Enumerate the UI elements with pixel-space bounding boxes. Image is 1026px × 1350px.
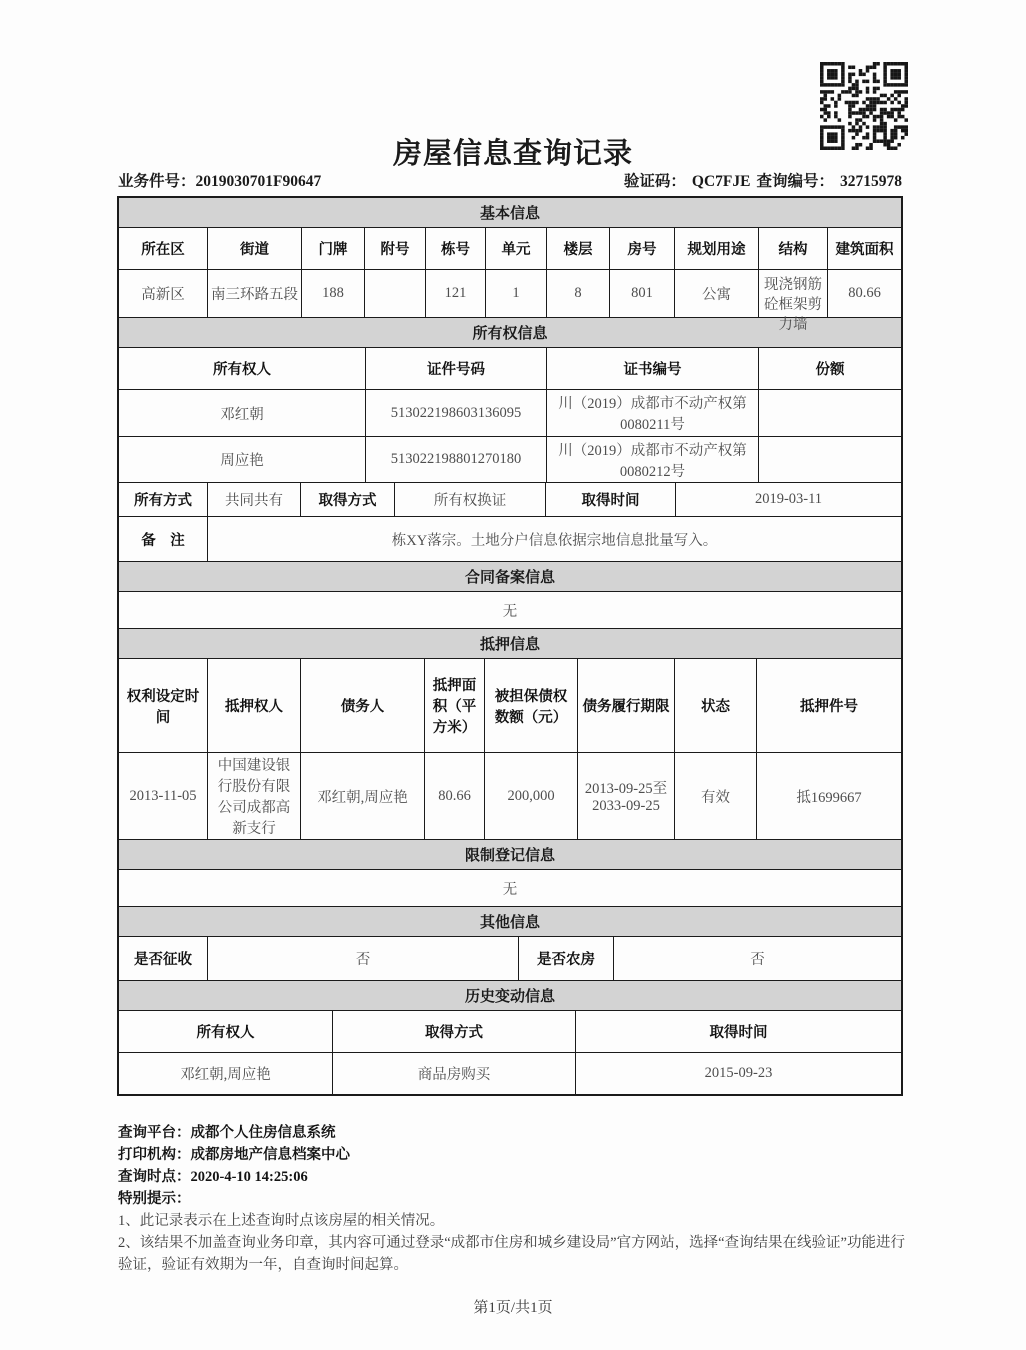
- table-cell: 川（2019）成都市不动产权第0080211号: [547, 390, 759, 436]
- column-header: 证件号码: [366, 348, 547, 389]
- column-header: 债务人: [301, 659, 425, 752]
- notice-item-2: 2、该结果不加盖查询业务印章，其内容可通过登录“成都市住房和城乡建设局”官方网站，选择“查询结果在线验证”功能进行验证，验证有效期为一年，自查询时间起算。: [118, 1235, 905, 1273]
- remark-row: [119, 517, 901, 562]
- table-cell: 80.66: [425, 753, 485, 839]
- section-header-restriction: 限制登记信息: [119, 840, 901, 870]
- table-cell: 8: [547, 270, 610, 317]
- column-header: 所有权人: [119, 1011, 333, 1052]
- table-cell: 邓红朝: [119, 390, 366, 436]
- table-cell: 2015-09-23: [704, 1065, 773, 1081]
- restriction-data-row: [119, 870, 901, 907]
- column-header: 所在区: [119, 228, 208, 269]
- table-cell: 川（2019）成都市不动产权第0080212号: [547, 437, 759, 482]
- table-cell: 801: [610, 270, 675, 317]
- column-header: 所有权人: [119, 348, 366, 389]
- document-footer: [118, 1122, 908, 1276]
- notice-item-1: 1、此记录表示在上述查询时点该房屋的相关情况。: [118, 1213, 445, 1229]
- column-header: 取得方式: [333, 1011, 576, 1052]
- document-meta-line: [118, 169, 902, 191]
- other-data-row: [119, 937, 901, 981]
- table-cell: 商品房购买: [333, 1053, 576, 1094]
- row-label: 是否农房: [519, 937, 614, 980]
- business-number: 业务件号：2019030701F90647: [118, 173, 322, 190]
- column-header: 结构: [759, 228, 828, 269]
- mortgage-header-row: [119, 659, 901, 753]
- table-cell: 公寓: [675, 270, 759, 317]
- section-header-history: 历史变动信息: [119, 981, 901, 1011]
- table-cell: 188: [302, 270, 365, 317]
- section-header-basic: 基本信息: [119, 198, 901, 228]
- table-cell: 周应艳: [119, 437, 366, 482]
- table-cell: 无: [502, 881, 518, 898]
- remark-text: 栋XY落宗。土地分户信息依据宗地信息批量写入。: [391, 532, 718, 549]
- ownership-mode-row: [119, 483, 901, 517]
- table-cell: 共同共有: [208, 483, 301, 516]
- column-header: 抵押面积（平方米）: [425, 659, 485, 752]
- section-header-mortgage: 抵押信息: [119, 629, 901, 659]
- table-cell: 否: [208, 937, 519, 980]
- section-header-other: 其他信息: [119, 907, 901, 937]
- contract-data-row: [119, 592, 901, 629]
- table-cell: 121: [426, 270, 486, 317]
- column-header: 街道: [208, 228, 302, 269]
- ownership-data-row: [119, 390, 901, 437]
- section-header-ownership: 所有权信息: [119, 318, 901, 348]
- table-cell: 2019-03-11: [754, 491, 823, 507]
- row-label: 所有方式: [119, 483, 208, 516]
- column-header: 单元: [486, 228, 547, 269]
- query-platform-line: 查询平台：成都个人住房信息系统: [118, 1125, 336, 1141]
- ownership-data-row: [119, 437, 901, 483]
- table-cell: 邓红朝,周应艳: [119, 1053, 333, 1094]
- ownership-header-row: [119, 348, 901, 390]
- table-cell: 2013-11-05: [119, 753, 208, 839]
- table-cell: [365, 270, 426, 317]
- table-cell: 有效: [675, 753, 757, 839]
- table-cell: 80.66: [848, 285, 881, 301]
- table-cell: 否: [750, 952, 765, 968]
- table-cell: 中国建设银行股份有限公司成都高新支行: [208, 753, 301, 839]
- house-info-table: [117, 196, 903, 1096]
- mortgage-data-row: [119, 753, 901, 840]
- notice-label: 特别提示：: [118, 1191, 191, 1207]
- table-cell: 所有权换证: [395, 483, 546, 516]
- column-header: 房号: [610, 228, 675, 269]
- row-label: 是否征收: [119, 937, 208, 980]
- table-cell: 邓红朝,周应艳: [301, 753, 425, 839]
- column-header: 栋号: [426, 228, 486, 269]
- column-header: 取得时间: [709, 1025, 768, 1041]
- basic-header-row: [119, 228, 901, 270]
- column-header: 抵押件号: [800, 699, 858, 715]
- history-data-row: [119, 1053, 901, 1094]
- column-header: 楼层: [547, 228, 610, 269]
- column-header: 被担保债权数额（元）: [485, 659, 578, 752]
- table-cell: 无: [502, 603, 518, 620]
- table-cell: 高新区: [119, 270, 208, 317]
- table-cell: 南三环路五段: [208, 270, 302, 317]
- row-label: 备 注: [119, 517, 208, 561]
- table-cell: 513022198603136095: [366, 390, 547, 436]
- query-time-line: 查询时点：2020-4-10 14:25:06: [118, 1169, 308, 1185]
- column-header: 证书编号: [547, 348, 759, 389]
- table-cell-structure: 现浇钢筋砼框架剪力墙: [759, 270, 828, 317]
- row-label: 取得方式: [301, 483, 395, 516]
- table-cell: 200,000: [485, 753, 578, 839]
- table-cell: 2013-09-25至2033-09-25: [578, 753, 675, 839]
- column-header: 份额: [815, 362, 845, 378]
- column-header: 权利设定时间: [119, 659, 208, 752]
- table-cell: 抵1699667: [796, 789, 862, 806]
- row-label: 取得时间: [546, 483, 676, 516]
- column-header: 抵押权人: [208, 659, 301, 752]
- page-title: 房屋信息查询记录: [392, 138, 633, 170]
- table-cell: [759, 437, 901, 482]
- history-header-row: [119, 1011, 901, 1053]
- page-number: 第1页/共1页: [473, 1300, 553, 1316]
- column-header: 附号: [365, 228, 426, 269]
- print-org-line: 打印机构：成都房地产信息档案中心: [118, 1147, 350, 1163]
- column-header: 门牌: [302, 228, 365, 269]
- column-header: 规划用途: [675, 228, 759, 269]
- column-header: 债务履行期限: [578, 659, 675, 752]
- verify-query-numbers: 验证码： QC7FJE 查询编号： 32715978: [623, 173, 902, 190]
- table-cell: 513022198801270180: [366, 437, 547, 482]
- basic-data-row: [119, 270, 901, 333]
- table-cell: [759, 390, 901, 436]
- column-header: 状态: [675, 659, 757, 752]
- section-header-contract: 合同备案信息: [119, 562, 901, 592]
- table-cell: 1: [486, 270, 547, 317]
- column-header: 建筑面积: [835, 242, 894, 258]
